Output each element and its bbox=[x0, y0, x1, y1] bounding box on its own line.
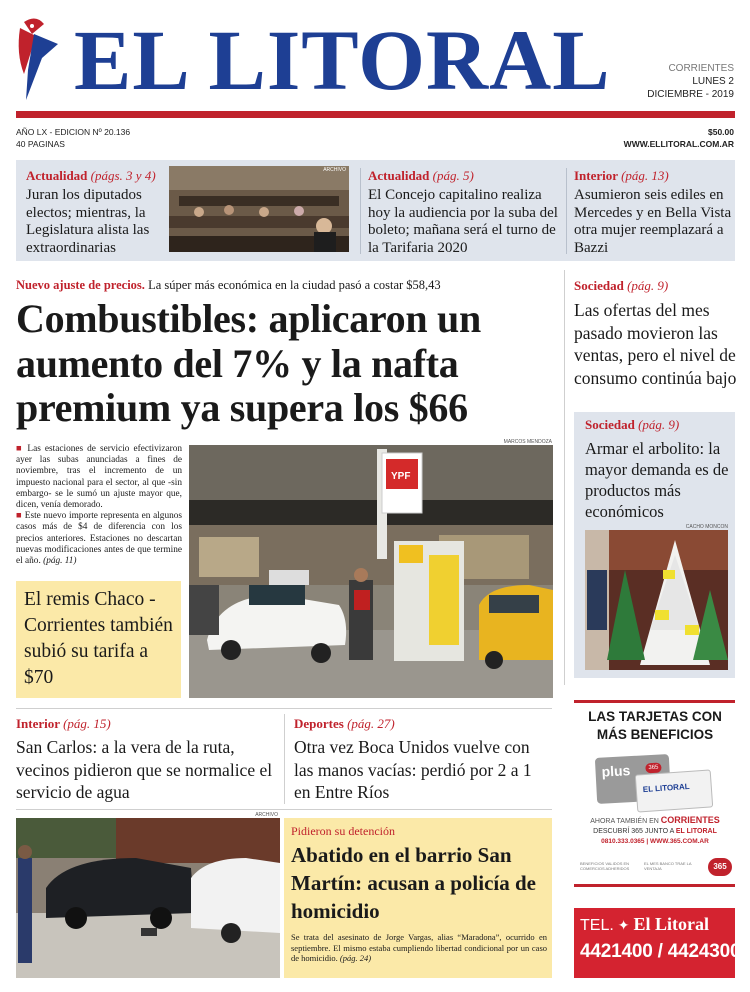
deportes-story[interactable] bbox=[294, 716, 552, 804]
remis-box[interactable] bbox=[16, 581, 181, 698]
ad-card-litoral bbox=[635, 769, 713, 812]
ad-fine-print bbox=[578, 858, 734, 878]
page-count: 40 PAGINAS bbox=[16, 139, 65, 149]
teaser-1[interactable] bbox=[26, 168, 162, 257]
ad-title: LAS TARJETAS CON MÁS BENEFICIOS bbox=[588, 709, 722, 742]
day-label: LUNES 2 bbox=[692, 76, 734, 87]
crime-body: Se trata del asesinato de Jorge Vargas, alias “Maradona”, ocurrido en septiembre. El mismo estaba cumpliendo libertad condicional por un caso de homicidio. (pág. 24) bbox=[291, 932, 547, 963]
main-photo-gas-station bbox=[189, 445, 553, 698]
teaser-divider-2 bbox=[566, 168, 567, 254]
city-label: CORRIENTES bbox=[668, 63, 734, 74]
right-divider bbox=[564, 270, 565, 685]
phone-brand: El Litoral bbox=[633, 914, 710, 934]
plus-card-brand: plus bbox=[601, 762, 631, 780]
bullet-icon: ■ bbox=[16, 511, 23, 522]
card-badge: 365 bbox=[645, 763, 662, 774]
edition-number: AÑO LX - EDICION Nº 20.136 bbox=[16, 127, 131, 137]
teaser-1-section: Actualidad (págs. 3 y 4) bbox=[26, 168, 156, 183]
main-photo-credit: MARCOS MENDOZA bbox=[503, 439, 552, 445]
date-label: DICIEMBRE - 2019 bbox=[647, 89, 734, 100]
tree-photo bbox=[585, 530, 728, 670]
main-headline[interactable]: Combustibles: aplicaron un aumento del 7% y la nafta premium ya supera los $66 bbox=[16, 296, 481, 430]
ad-365-logo: 365 bbox=[708, 858, 732, 876]
price: $50.00 bbox=[708, 127, 734, 137]
main-kicker-rest: La súper más económica en la ciudad pasó a costar $58,43 bbox=[148, 278, 441, 292]
bottom-mid-divider bbox=[284, 714, 285, 804]
ad-top-rule bbox=[574, 700, 735, 703]
masthead-date bbox=[647, 62, 734, 101]
interior-story-headline: San Carlos: a la vera de la ruta, vecinos pidieron que se normalice el servicio de agua bbox=[16, 737, 273, 802]
teaser-3-headline: Asumieron seis ediles en Mercedes y en Bella Vista otra mujer reemplazará a Bazzi bbox=[574, 187, 732, 256]
interior-story-section: Interior (pág. 15) bbox=[16, 716, 111, 731]
crime-headline: Abatido en el barrio San Martín: acusan a policía de homicidio bbox=[291, 843, 536, 923]
teaser-2-section: Actualidad (pág. 5) bbox=[368, 168, 474, 183]
ad-small-print: BENEFICIOS VALIDOS EN COMERCIOS ADHERIDOS bbox=[580, 861, 630, 871]
tel-label: TEL. bbox=[580, 917, 614, 934]
deportes-story-headline: Otra vez Boca Unidos vuelve con las manos vacías: perdió por 2 a 1 en Entre Ríos bbox=[294, 737, 532, 802]
teaser-3-section: Interior (pág. 13) bbox=[574, 168, 669, 183]
bottom-rule-2 bbox=[16, 809, 552, 810]
teaser-3[interactable] bbox=[574, 168, 734, 257]
phone-box[interactable] bbox=[574, 908, 741, 978]
teaser-1-credit: ARCHIVO bbox=[323, 167, 346, 173]
teaser-1-headline: Juran los diputados electos; mientras, la Legislatura alista las extraordinarias bbox=[26, 187, 150, 256]
ad-line-3[interactable]: 0810.333.0365 | WWW.365.COM.AR bbox=[601, 838, 709, 845]
bird-logo-icon bbox=[14, 14, 64, 106]
interior-story[interactable] bbox=[16, 716, 278, 804]
right-story-1[interactable] bbox=[574, 278, 739, 389]
price-info bbox=[624, 126, 734, 150]
website-link[interactable]: WWW.ELLITORAL.COM.AR bbox=[623, 139, 734, 149]
right-story-1-section: Sociedad (pág. 9) bbox=[574, 278, 669, 293]
litoral-card-name: EL LITORAL bbox=[642, 781, 690, 795]
masthead-title: EL LITORAL bbox=[74, 12, 611, 108]
masthead-red-rule bbox=[16, 111, 735, 118]
teaser-2[interactable] bbox=[368, 168, 564, 257]
edition-info bbox=[16, 126, 130, 150]
ad-tagline: EL MES BANCO TRAE LA VENTAJA bbox=[644, 861, 692, 871]
crime-photo-credit: ARCHIVO bbox=[255, 812, 278, 818]
crime-photo bbox=[16, 818, 280, 978]
ad-line-2: DESCUBRÍ 365 JUNTO A EL LITORAL bbox=[593, 828, 717, 835]
right-story-1-headline: Las ofertas del mes pasado movieron las ventas, pero el nivel de consumo continúa bajo bbox=[574, 300, 737, 388]
bullet-icon: ■ bbox=[16, 444, 24, 454]
right-story-2 bbox=[585, 417, 735, 522]
main-kicker-lead: Nuevo ajuste de precios. bbox=[16, 278, 145, 292]
bottom-rule bbox=[16, 708, 552, 709]
main-bullet-2: ■ Este nuevo importe representa en algunos casos más de $4 de diferencia con los precios anteriores. Estaciones no descartan nuevas modificaciones antes de que termine el año. (pág. 11) bbox=[16, 511, 183, 567]
phone-label-row bbox=[580, 914, 729, 935]
right-story-2-headline: Armar el arbolito: la mayor demanda es de productos más económicos bbox=[585, 439, 729, 521]
ypf-sign-text: YPF bbox=[391, 471, 411, 482]
masthead-logo-mark bbox=[14, 14, 64, 106]
right-story-2-section: Sociedad (pág. 9) bbox=[585, 417, 680, 432]
tree-photo-credit: CACHO MONCON bbox=[685, 524, 728, 530]
teaser-divider-1 bbox=[360, 168, 361, 254]
phone-numbers: 4421400 / 4424300 bbox=[580, 941, 741, 962]
remis-headline: El remis Chaco - Corrientes también subió su tarifa a $70 bbox=[24, 589, 173, 688]
ad-bottom-rule bbox=[574, 884, 735, 887]
main-body bbox=[16, 444, 182, 567]
crime-story bbox=[291, 824, 547, 964]
main-kicker bbox=[16, 278, 556, 293]
teaser-1-photo bbox=[169, 166, 349, 252]
crime-kicker: Pidieron su detención bbox=[291, 824, 395, 838]
phone-brand-icon: ✦ bbox=[617, 919, 630, 934]
ad-copy bbox=[576, 815, 734, 847]
teaser-2-headline: El Concejo capitalino realiza hoy la audiencia por la suba del boleto; mañana será el turno de la Tarifaria 2020 bbox=[368, 187, 558, 256]
main-bullet-1: ■ Las estaciones de servicio efectivizaron ayer las subas anunciadas a fines de noviembre, tras el incremento de un impuesto nacional para el sector, al que -sin embargo- se le sumó un ajuste mayor que, dicen, venía demorado. bbox=[16, 444, 182, 511]
deportes-story-section: Deportes (pág. 27) bbox=[294, 716, 395, 731]
ad-line-1: AHORA TAMBIÉN EN CORRIENTES bbox=[590, 815, 720, 825]
